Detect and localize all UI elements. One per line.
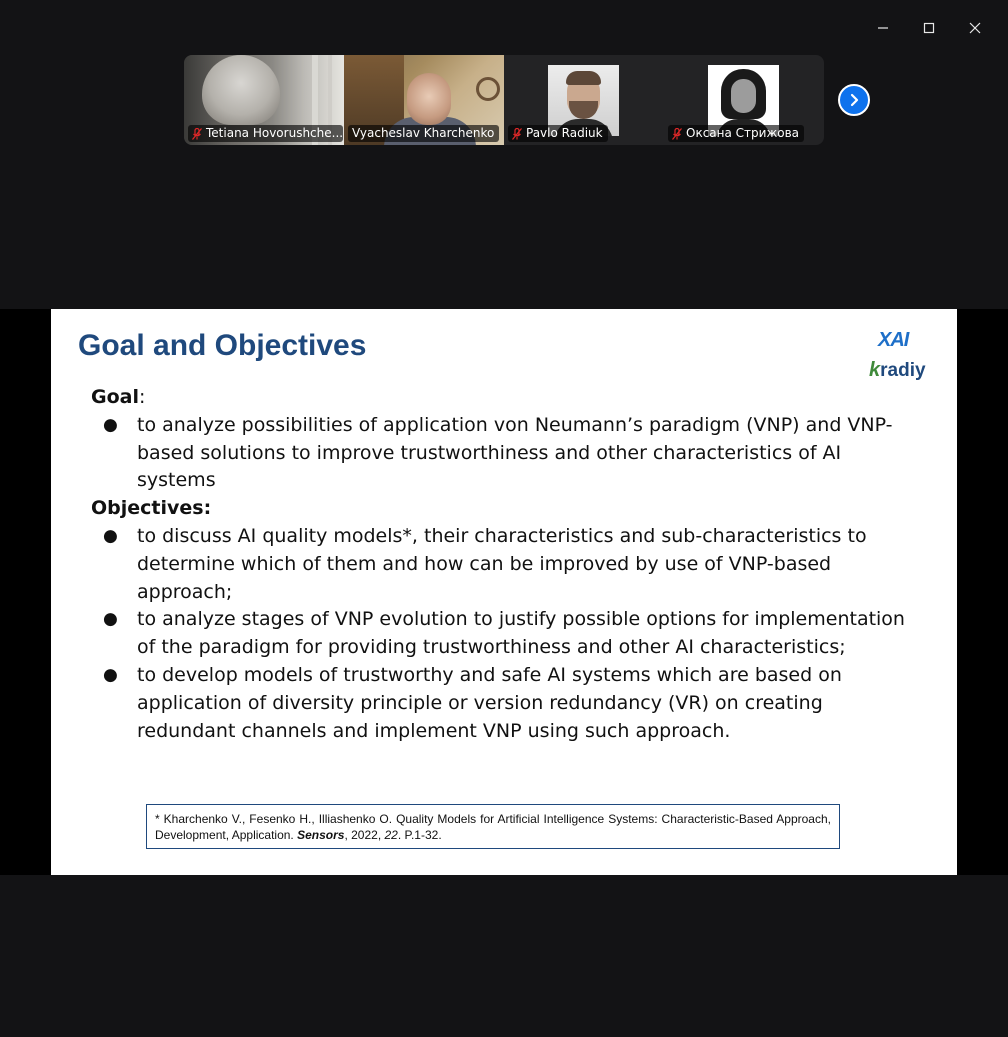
participant-name: Tetiana Hovorushche... [206, 126, 343, 140]
reference-text: * Kharchenko V., Fesenko H., Illiashenko O. Quality Models for Artificial Intelligence Systems: Characteristic-Based Approach, Development, Application. [155, 812, 831, 842]
reference-box [146, 804, 840, 849]
participant-name-label [508, 125, 608, 142]
list-item: ● to analyze possibilities of application von Neumann’s paradigm (VNP) and VNP-based solutions to improve trustworthiness and other characteristics of AI systems [91, 412, 921, 495]
goal-list [91, 412, 921, 495]
participant-name: Vyacheslav Kharchenko [352, 126, 495, 140]
radiy-logo-text: radiy [880, 360, 926, 381]
minimize-icon [877, 22, 889, 34]
participant-name-label [668, 125, 804, 142]
muted-mic-icon [192, 128, 202, 140]
radiy-logo [869, 359, 926, 382]
participant-tile[interactable] [184, 55, 344, 145]
list-item: ● to discuss AI quality models*, their characteristics and sub-characteristics to determine which of them and how can be improved by use of VNP-based approach; [91, 523, 921, 606]
close-icon [969, 22, 981, 34]
radiy-logo-k: k [869, 359, 881, 381]
participant-name-label [188, 125, 343, 142]
goal-label: Goal [91, 386, 139, 408]
shared-slide [51, 309, 957, 875]
muted-mic-icon [512, 128, 522, 140]
reference-volume: 22 [384, 828, 398, 842]
close-button[interactable] [952, 14, 998, 42]
list-item: ● to develop models of trustworthy and safe AI systems which are based on application of diversity principle or version redundancy (VR) on creating redundant channels and implement VNP using such approach. [91, 662, 921, 745]
participant-tile[interactable] [664, 55, 824, 145]
reference-journal: Sensors [297, 828, 345, 842]
reference-year: , 2022, [344, 828, 385, 842]
objectives-heading: Objectives: [91, 497, 212, 520]
maximize-button[interactable] [906, 14, 952, 42]
muted-mic-icon [672, 128, 682, 140]
goal-colon: : [138, 386, 146, 408]
participant-name-label [348, 125, 499, 142]
participant-tile[interactable] [504, 55, 664, 145]
participant-tile-active[interactable] [344, 55, 504, 145]
goal-heading [91, 384, 921, 412]
slide-title: Goal and Objectives [78, 329, 367, 362]
xai-logo: XAI [878, 329, 909, 351]
reference-pages: . P.1-32. [397, 828, 442, 842]
chevron-right-icon [847, 93, 861, 107]
gallery-next-button[interactable] [838, 84, 870, 116]
participant-name: Оксана Стрижова [686, 126, 800, 140]
window-controls [860, 14, 998, 42]
slide-content [91, 384, 921, 745]
objectives-list [91, 523, 921, 745]
participant-gallery [184, 55, 824, 145]
participant-name: Pavlo Radiuk [526, 126, 603, 140]
list-item: ● to analyze stages of VNP evolution to justify possible options for implementation of the paradigm for providing trustworthiness and other AI characteristics; [91, 606, 921, 662]
minimize-button[interactable] [860, 14, 906, 42]
maximize-icon [923, 22, 935, 34]
